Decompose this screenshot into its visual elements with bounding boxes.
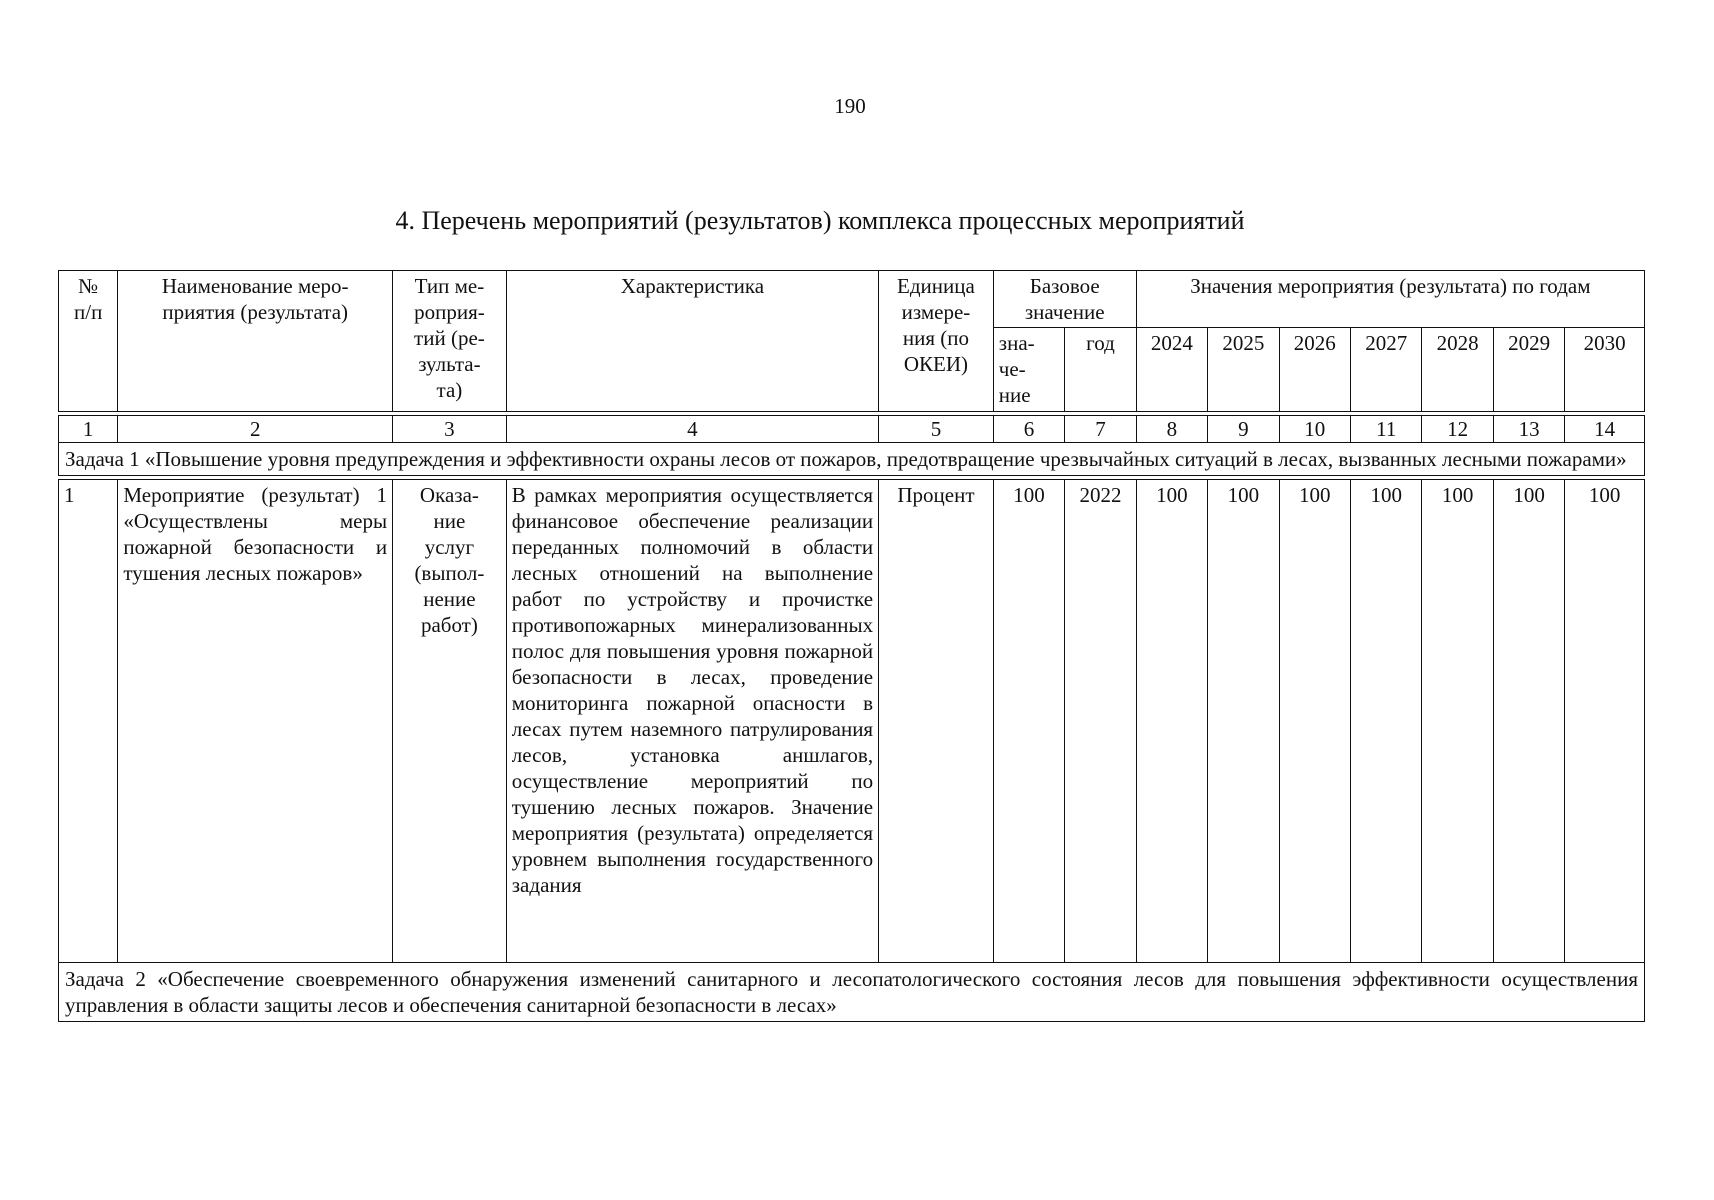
column-number: 7 xyxy=(1065,416,1136,443)
column-number: 8 xyxy=(1136,416,1207,443)
header-year-2026: 2026 xyxy=(1279,328,1350,412)
column-number: 5 xyxy=(879,416,994,443)
header-year-2025: 2025 xyxy=(1208,328,1279,412)
row-value-2025: 100 xyxy=(1208,480,1279,963)
table-row xyxy=(59,480,1645,963)
header-year-2030: 2030 xyxy=(1565,328,1645,412)
column-number: 10 xyxy=(1279,416,1350,443)
column-number: 1 xyxy=(59,416,118,443)
header-num: № п/п xyxy=(59,271,118,412)
document-title: 4. Перечень мероприятий (результатов) комплекса процессных мероприятий xyxy=(395,206,1245,235)
column-number: 13 xyxy=(1493,416,1564,443)
row-num: 1 xyxy=(59,480,118,963)
header-by-year: Значения мероприятия (результата) по годам xyxy=(1136,271,1644,328)
header-type: Тип ме- роприя- тий (ре- зульта- та) xyxy=(393,271,507,412)
header-base-year: год xyxy=(1065,328,1136,412)
row-value-2026: 100 xyxy=(1279,480,1350,963)
header-year-2024: 2024 xyxy=(1136,328,1207,412)
task-2-text: Задача 2 «Обеспечение своевременного обнаружения изменений санитарного и лесопатологического состояния лесов для повышения эффективности осуществления управления в области защиты лесов и обеспечения санитарной безопасности в лесах» xyxy=(59,963,1645,1022)
row-value-2030: 100 xyxy=(1565,480,1645,963)
column-number: 6 xyxy=(993,416,1064,443)
page-number: 190 xyxy=(834,94,866,118)
measures-table xyxy=(58,270,1645,1022)
header-base-value: зна- че- ние xyxy=(993,328,1064,412)
row-unit: Процент xyxy=(879,480,994,963)
row-characteristic: В рамках мероприятия осуществляется финансовое обеспечение реализации переданных полномочий в области лесных отношений на выполнение работ по устройству и прочистке противопожарных минерализованных полос для повышения уровня пожарной безопасности в лесах, проведение мониторинга пожарной опасности в лесах путем наземного патрулирования лесов, установка аншлагов, осуществление мероприятий по тушению лесных пожаров. Значение мероприятия (результата) определяется уровнем выполнения государственного задания xyxy=(506,480,878,963)
column-number: 9 xyxy=(1208,416,1279,443)
row-type: Оказа- ние услуг (выпол- нение работ) xyxy=(393,480,507,963)
header-year-2028: 2028 xyxy=(1422,328,1493,412)
column-number: 14 xyxy=(1565,416,1645,443)
task-2-row xyxy=(59,963,1645,1022)
column-number: 2 xyxy=(118,416,393,443)
row-base-year: 2022 xyxy=(1065,480,1136,963)
column-number: 12 xyxy=(1422,416,1493,443)
header-name: Наименование меро- приятия (результата) xyxy=(118,271,393,412)
header-base: Базовое значение xyxy=(993,271,1136,328)
column-number: 3 xyxy=(393,416,507,443)
row-value-2028: 100 xyxy=(1422,480,1493,963)
task-1-row xyxy=(59,443,1645,476)
column-number: 11 xyxy=(1351,416,1422,443)
row-value-2024: 100 xyxy=(1136,480,1207,963)
header-row-1 xyxy=(59,271,1645,328)
task-1-text: Задача 1 «Повышение уровня предупреждения и эффективности охраны лесов от пожаров, предотвращение чрезвычайных ситуаций в лесах, вызванных лесными пожарами» xyxy=(59,443,1645,476)
header-characteristic: Характеристика xyxy=(506,271,878,412)
header-year-2029: 2029 xyxy=(1493,328,1564,412)
row-base-value: 100 xyxy=(993,480,1064,963)
header-unit: Единица измере- ния (по ОКЕИ) xyxy=(879,271,994,412)
column-numbers-row xyxy=(59,416,1645,443)
column-number: 4 xyxy=(506,416,878,443)
row-value-2029: 100 xyxy=(1493,480,1564,963)
header-year-2027: 2027 xyxy=(1351,328,1422,412)
row-value-2027: 100 xyxy=(1351,480,1422,963)
row-name: Мероприятие (результат) 1 «Осуществлены меры пожарной безопасности и тушения лесных пожаров» xyxy=(118,480,393,963)
